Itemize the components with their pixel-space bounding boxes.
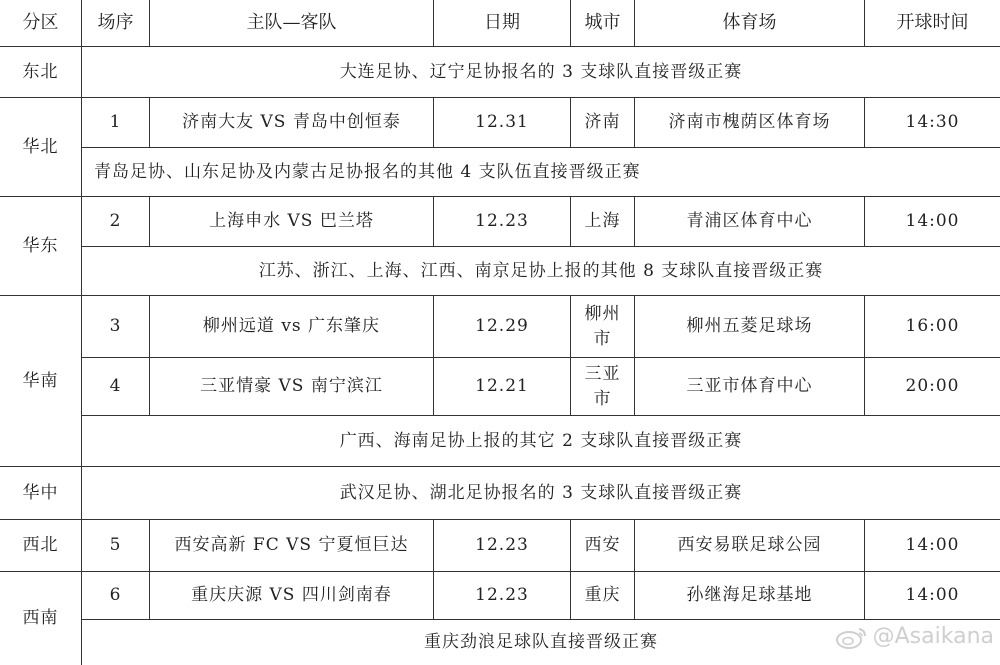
match-5-time: 14:00 (865, 520, 1000, 572)
watermark-handle: @Asaikana (872, 624, 994, 649)
match-5-city: 西安 (571, 520, 635, 572)
header-seq: 场序 (82, 0, 150, 47)
match-5-teams: 西安高新 FC VS 宁夏恒巨达 (150, 520, 434, 572)
match-4-city (571, 358, 635, 416)
match-6-city: 重庆 (571, 572, 635, 620)
note-dongbei: 大连足协、辽宁足协报名的 3 支球队直接晋级正赛 (82, 47, 1000, 98)
match-2-date: 12.23 (434, 197, 571, 247)
match-1-teams: 济南大友 VS 青岛中创恒泰 (150, 98, 434, 148)
match-6-seq: 6 (82, 572, 150, 620)
match-6-date: 12.23 (434, 572, 571, 620)
match-3-seq: 3 (82, 296, 150, 358)
match-4-teams: 三亚情豪 VS 南宁滨江 (150, 358, 434, 416)
region-huabei: 华北 (0, 98, 82, 197)
region-xibei: 西北 (0, 520, 82, 572)
weibo-watermark (835, 624, 994, 649)
weibo-icon (835, 625, 869, 649)
match-2-seq: 2 (82, 197, 150, 247)
match-5-venue: 西安易联足球公园 (635, 520, 865, 572)
match-5-seq: 5 (82, 520, 150, 572)
header-kickoff: 开球时间 (865, 0, 1000, 47)
match-1-time: 14:30 (865, 98, 1000, 148)
note-huazhong: 武汉足协、湖北足协报名的 3 支球队直接晋级正赛 (82, 467, 1000, 520)
match-1-city: 济南 (571, 98, 635, 148)
note-huadong: 江苏、浙江、上海、江西、南京足协上报的其他 8 支球队直接晋级正赛 (82, 247, 1000, 296)
match-4-time: 20:00 (865, 358, 1000, 416)
note-huabei: 青岛足协、山东足协及内蒙古足协报名的其他 4 支队伍直接晋级正赛 (82, 148, 1000, 197)
match-5-date: 12.23 (434, 520, 571, 572)
region-huazhong: 华中 (0, 467, 82, 520)
match-1-date: 12.31 (434, 98, 571, 148)
header-teams: 主队—客队 (150, 0, 434, 47)
match-2-time: 14:00 (865, 197, 1000, 247)
match-6-venue: 孙继海足球基地 (635, 572, 865, 620)
match-3-venue: 柳州五菱足球场 (635, 296, 865, 358)
match-3-time: 16:00 (865, 296, 1000, 358)
match-6-time: 14:00 (865, 572, 1000, 620)
header-venue: 体育场 (635, 0, 865, 47)
region-huanan: 华南 (0, 296, 82, 467)
match-6-teams: 重庆庆源 VS 四川剑南春 (150, 572, 434, 620)
region-dongbei: 东北 (0, 47, 82, 98)
match-2-teams: 上海申水 VS 巴兰塔 (150, 197, 434, 247)
header-city: 城市 (571, 0, 635, 47)
match-3-teams: 柳州远道 vs 广东肇庆 (150, 296, 434, 358)
match-4-city-line2: 市 (593, 388, 612, 409)
match-2-city: 上海 (571, 197, 635, 247)
note-huanan: 广西、海南足协上报的其它 2 支球队直接晋级正赛 (82, 416, 1000, 467)
region-xinan: 西南 (0, 572, 82, 665)
match-1-venue: 济南市槐荫区体育场 (635, 98, 865, 148)
match-1-seq: 1 (82, 98, 150, 148)
header-region: 分区 (0, 0, 82, 47)
match-3-city-line2: 市 (593, 328, 612, 349)
match-2-venue: 青浦区体育中心 (635, 197, 865, 247)
region-huadong: 华东 (0, 197, 82, 296)
header-date: 日期 (434, 0, 571, 47)
note-xinan: 重庆劲浪足球队直接晋级正赛 (82, 620, 1000, 665)
match-4-date: 12.21 (434, 358, 571, 416)
match-4-venue: 三亚市体育中心 (635, 358, 865, 416)
match-4-city-line1: 三亚 (584, 363, 621, 384)
match-3-date: 12.29 (434, 296, 571, 358)
match-3-city (571, 296, 635, 358)
match-3-city-line1: 柳州 (584, 303, 621, 324)
match-4-seq: 4 (82, 358, 150, 416)
